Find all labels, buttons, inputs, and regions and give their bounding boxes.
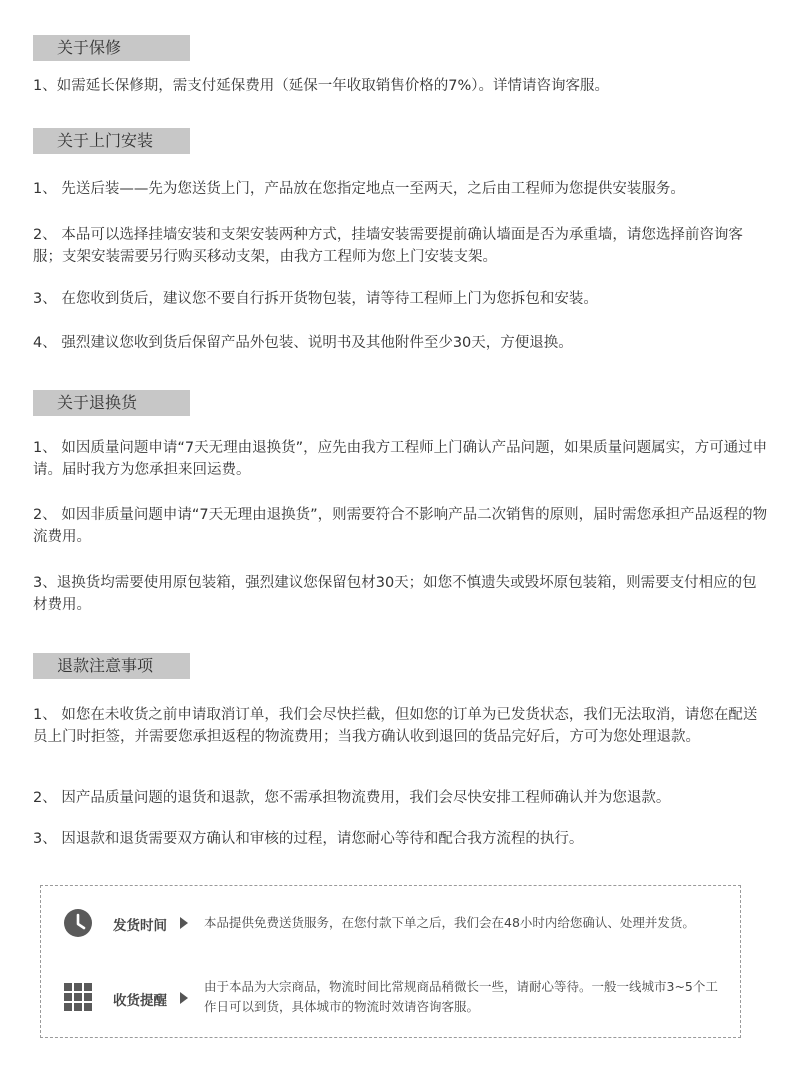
shipping-time-text: 本品提供免费送货服务，在您付款下单之后，我们会在48小时内给您确认、处理并发货。 bbox=[204, 915, 695, 930]
section-title-warranty: 关于保修 bbox=[33, 35, 190, 61]
warranty-paragraph-1: 1、如需延长保修期，需支付延保费用（延保一年收取销售价格的7%）。详情请咨询客服。 bbox=[33, 78, 609, 94]
receiving-reminder-row bbox=[41, 962, 740, 1038]
shipping-time-label: 发货时间 bbox=[113, 918, 167, 934]
section-title-returns: 关于退换货 bbox=[33, 390, 190, 416]
grid-icon bbox=[63, 982, 93, 1012]
installation-paragraph-4: 4、 强烈建议您收到货后保留产品外包装、说明书及其他附件至少30天，方便退换。 bbox=[33, 335, 573, 351]
installation-paragraph-2: 2、 本品可以选择挂墙安装和支架安装两种方式，挂墙安装需要提前确认墙面是否为承重墙，请您选择前咨询客服；支架安装需要另行购买移动支架，由我方工程师为您上门安装支架。 bbox=[33, 227, 743, 265]
receiving-reminder-text: 由于本品为大宗商品，物流时间比常规商品稍微长一些，请耐心等待。一般一线城市3~5个工作日可以到货，具体城市的物流时效请咨询客服。 bbox=[204, 979, 718, 1014]
section-title-refund: 退款注意事项 bbox=[33, 653, 190, 679]
shipping-notice-box bbox=[40, 885, 741, 1038]
section-title-installation: 关于上门安装 bbox=[33, 128, 190, 154]
installation-paragraph-1: 1、 先送后装——先为您送货上门，产品放在您指定地点一至两天，之后由工程师为您提供安装服务。 bbox=[33, 181, 685, 197]
receiving-reminder-label: 收货提醒 bbox=[113, 993, 167, 1009]
arrow-right-icon bbox=[180, 992, 188, 1004]
arrow-right-icon bbox=[180, 917, 188, 929]
returns-paragraph-2: 2、 如因非质量问题申请“7天无理由退换货”，则需要符合不影响产品二次销售的原则，届时需您承担产品返程的物流费用。 bbox=[33, 507, 768, 545]
returns-paragraph-1: 1、 如因质量问题申请“7天无理由退换货”，应先由我方工程师上门确认产品问题，如果质量问题属实，方可通过申请。届时我方为您承担来回运费。 bbox=[33, 440, 768, 478]
refund-paragraph-2: 2、 因产品质量问题的退货和退款，您不需承担物流费用，我们会尽快安排工程师确认并为您退款。 bbox=[33, 790, 671, 806]
installation-paragraph-3: 3、 在您收到货后，建议您不要自行拆开货物包装，请等待工程师上门为您拆包和安装。 bbox=[33, 291, 598, 307]
clock-icon bbox=[63, 908, 93, 938]
refund-paragraph-1: 1、 如您在未收货之前申请取消订单，我们会尽快拦截，但如您的订单为已发货状态，我们无法取消，请您在配送员上门时拒签，并需要您承担返程的物流费用；当我方确认收到退回的货品完好后，方可为您处理退款。 bbox=[33, 707, 758, 745]
returns-paragraph-3: 3、退换货均需要使用原包装箱，强烈建议您保留包材30天；如您不慎遗失或毁坏原包装箱，则需要支付相应的包材费用。 bbox=[33, 575, 757, 613]
shipping-time-row bbox=[41, 886, 740, 962]
refund-paragraph-3: 3、 因退款和退货需要双方确认和审核的过程，请您耐心等待和配合我方流程的执行。 bbox=[33, 831, 584, 847]
